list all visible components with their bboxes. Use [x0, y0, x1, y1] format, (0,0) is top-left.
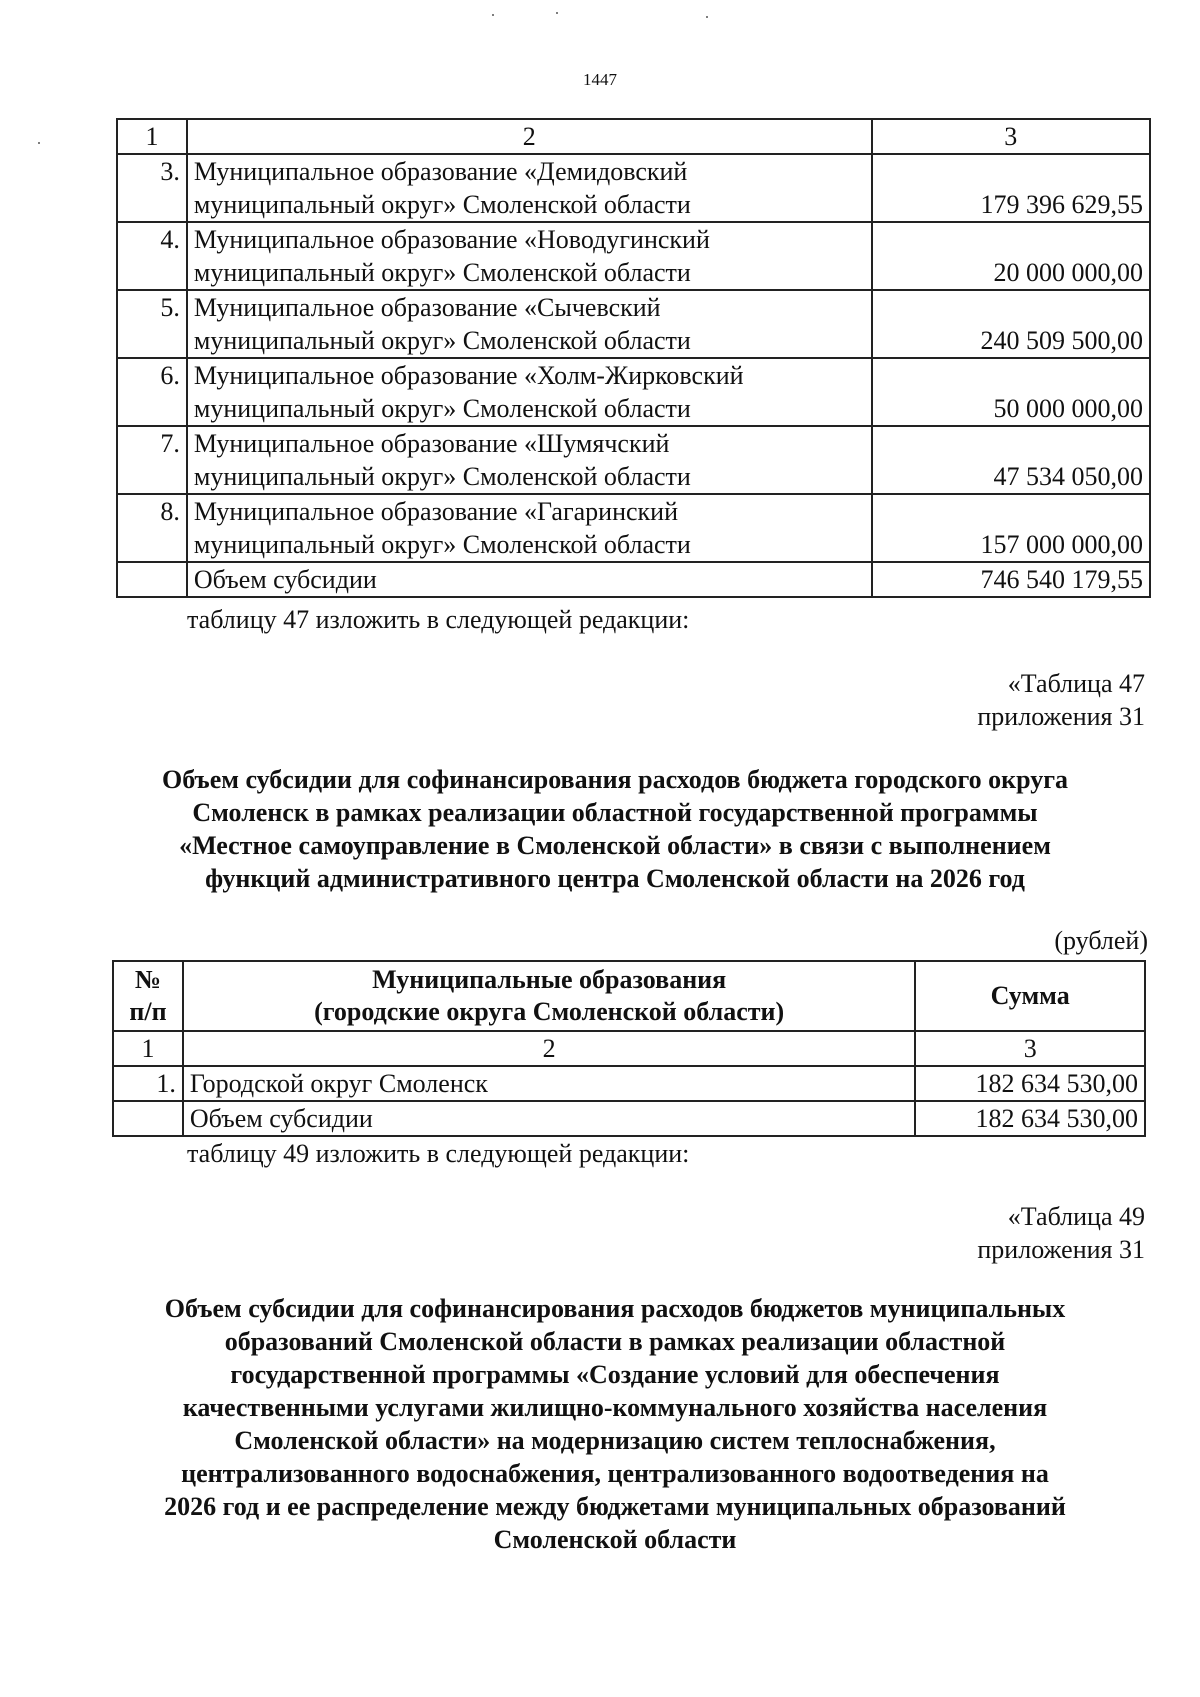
table-cell: 1 [117, 119, 187, 154]
table-49-reference [977, 1200, 1145, 1266]
name-line: муниципальный округ» Смоленской области [193, 394, 691, 423]
header-line: № [134, 965, 162, 994]
scan-speck [706, 16, 708, 18]
municipality-name [187, 222, 872, 290]
heading-line: «Местное самоуправление в Смоленской области» в связи с выполнением [179, 831, 1051, 860]
name-line: Муниципальное образование «Холм-Жирковский [193, 361, 744, 390]
subsidy-table-continuation [116, 118, 1151, 598]
instruction-table-49: таблицу 49 изложить в следующей редакции: [187, 1139, 690, 1168]
header-sum: Сумма [915, 961, 1145, 1031]
empty-cell [117, 562, 187, 597]
scan-speck [556, 12, 558, 14]
table-row [117, 426, 1150, 494]
heading-line: Смоленской области» на модернизацию систем теплоснабжения, [234, 1426, 996, 1455]
municipality-name: Городской округ Смоленск [183, 1066, 915, 1101]
name-line: муниципальный округ» Смоленской области [193, 190, 691, 219]
heading-line: централизованного водоснабжения, централизованного водоотведения на [181, 1459, 1049, 1488]
row-sum: 50 000 000,00 [872, 358, 1150, 426]
table-header-row [113, 961, 1145, 1031]
table-row [117, 358, 1150, 426]
row-number: 8. [117, 494, 187, 562]
row-number: 4. [117, 222, 187, 290]
heading-line: государственной программы «Создание условий для обеспечения [230, 1360, 1000, 1389]
municipality-name [187, 426, 872, 494]
heading-line: функций административного центра Смоленской области на 2026 год [205, 864, 1025, 893]
table-cell: 2 [183, 1031, 915, 1066]
subsidy-table-47 [112, 960, 1146, 1137]
municipality-name [187, 494, 872, 562]
table-49-heading [110, 1292, 1120, 1556]
instruction-table-47: таблицу 47 изложить в следующей редакции: [187, 605, 690, 634]
name-line: Муниципальное образование «Сычевский [193, 293, 661, 322]
row-number: 1. [113, 1066, 183, 1101]
name-line: муниципальный округ» Смоленской области [193, 326, 691, 355]
heading-line: качественными услугами жилищно-коммунального хозяйства населения [182, 1393, 1048, 1422]
heading-line: образований Смоленской области в рамках реализации областной [224, 1327, 1006, 1356]
name-line: Муниципальное образование «Шумячский [193, 429, 670, 458]
table-cell: 3 [872, 119, 1150, 154]
total-sum: 746 540 179,55 [872, 562, 1150, 597]
table-total-row [113, 1101, 1145, 1136]
name-line: муниципальный округ» Смоленской области [193, 462, 691, 491]
name-line: муниципальный округ» Смоленской области [193, 258, 691, 287]
header-line: (городские округа Смоленской области) [314, 997, 785, 1026]
table-index-row [113, 1031, 1145, 1066]
header-number [113, 961, 183, 1031]
row-number: 3. [117, 154, 187, 222]
row-sum: 157 000 000,00 [872, 494, 1150, 562]
scan-speck [492, 14, 494, 16]
total-sum: 182 634 530,00 [915, 1101, 1145, 1136]
table-total-row [117, 562, 1150, 597]
table-47-heading [110, 763, 1120, 895]
name-line: Муниципальное образование «Новодугинский [193, 225, 710, 254]
header-municipality [183, 961, 915, 1031]
row-number: 6. [117, 358, 187, 426]
row-sum: 20 000 000,00 [872, 222, 1150, 290]
name-line: Муниципальное образование «Демидовский [193, 157, 688, 186]
scan-speck [38, 142, 40, 144]
row-sum: 179 396 629,55 [872, 154, 1150, 222]
table-row [117, 494, 1150, 562]
table-47-reference [977, 667, 1145, 733]
reference-line: «Таблица 47 [1007, 669, 1145, 698]
table-row [117, 154, 1150, 222]
heading-line: Объем субсидии для софинансирования расходов бюджетов муниципальных [164, 1294, 1066, 1323]
municipality-name [187, 290, 872, 358]
page-number: 1447 [583, 70, 617, 89]
municipality-name [187, 154, 872, 222]
heading-line: 2026 год и ее распределение между бюджетами муниципальных образований [164, 1492, 1066, 1521]
table-row [117, 290, 1150, 358]
municipality-name [187, 358, 872, 426]
row-sum: 47 534 050,00 [872, 426, 1150, 494]
header-line: п/п [129, 997, 167, 1026]
reference-line: «Таблица 49 [1007, 1202, 1145, 1231]
row-sum: 240 509 500,00 [872, 290, 1150, 358]
reference-line: приложения 31 [977, 1235, 1145, 1264]
name-line: Муниципальное образование «Гагаринский [193, 497, 678, 526]
heading-line: Смоленской области [493, 1525, 737, 1554]
header-line: Муниципальные образования [372, 965, 727, 994]
name-line: муниципальный округ» Смоленской области [193, 530, 691, 559]
unit-label: (рублей) [1054, 926, 1148, 955]
row-sum: 182 634 530,00 [915, 1066, 1145, 1101]
heading-line: Объем субсидии для софинансирования расходов бюджета городского округа [161, 765, 1069, 794]
heading-line: Смоленск в рамках реализации областной государственной программы [192, 798, 1038, 827]
row-number: 5. [117, 290, 187, 358]
total-label: Объем субсидии [187, 562, 872, 597]
table-cell: 3 [915, 1031, 1145, 1066]
total-label: Объем субсидии [183, 1101, 915, 1136]
row-number: 7. [117, 426, 187, 494]
table-cell: 1 [113, 1031, 183, 1066]
table-row [113, 1066, 1145, 1101]
empty-cell [113, 1101, 183, 1136]
table-row [117, 222, 1150, 290]
table-cell: 2 [187, 119, 872, 154]
table-index-row [117, 119, 1150, 154]
reference-line: приложения 31 [977, 702, 1145, 731]
